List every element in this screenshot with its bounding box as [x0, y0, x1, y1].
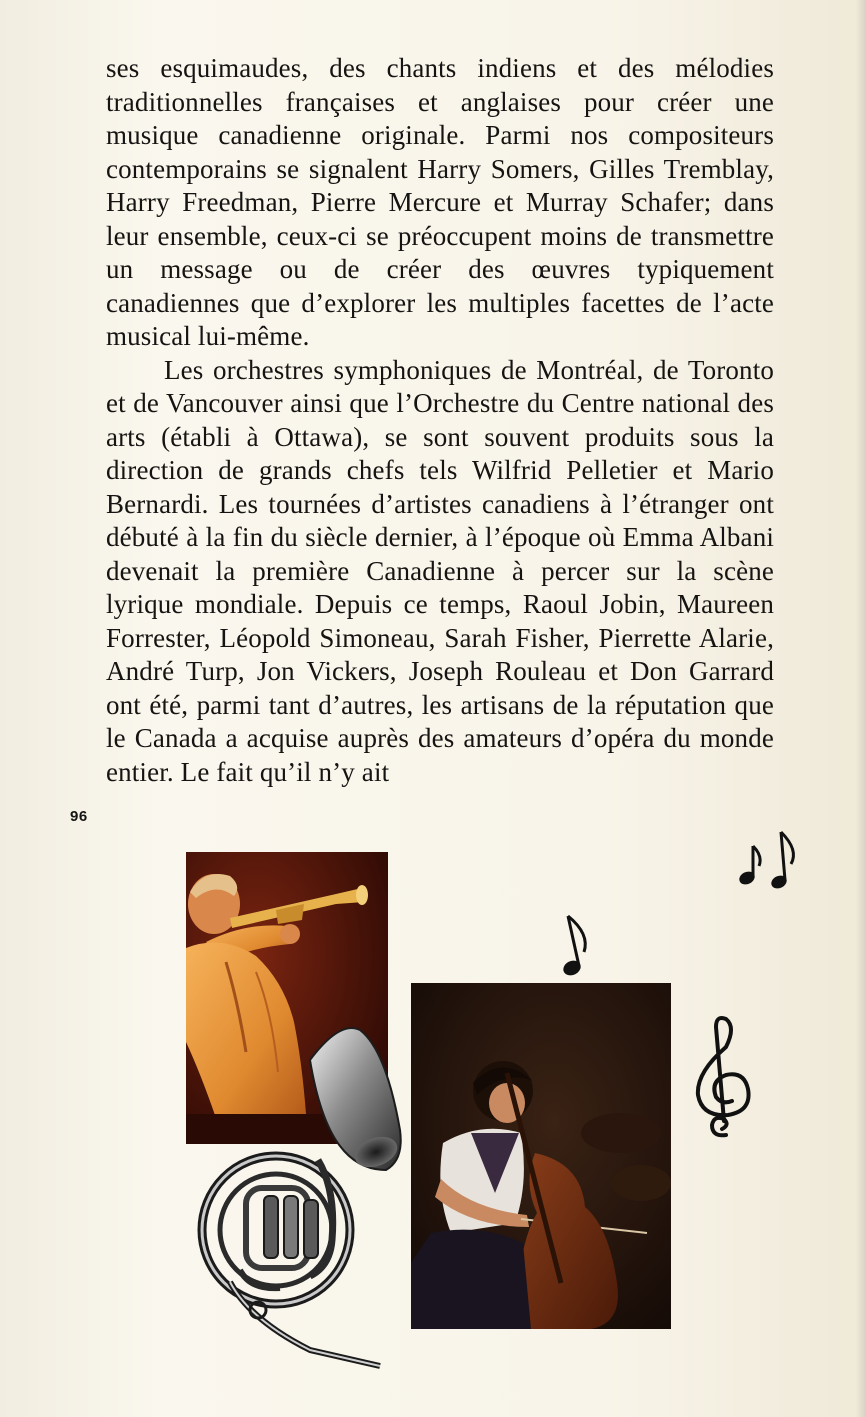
paragraph-orchestras: Les orchestres symphoniques de Montréal, de Toronto et de Vancouver ainsi que l’Orchestre du Centre national des arts (établi à Ottawa), se sont souvent produits sous la direction de grands chefs tels Wilfrid Pelletier et Mario Bernardi. Les tournées d’artistes canadiens à l’étranger ont débuté à la fin du siècle dernier, à l’époque où Emma Albani devenait la première Canadienne à percer sur la scène lyrique mondiale. Depuis ce temps, Raoul Jobin, Maureen Forrester, Léopold Simoneau, Sarah Fisher, Pierrette Alarie, André Turp, Jon Vickers, Joseph Rouleau et Don Garrard ont été, parmi tant d’autres, les artisans de la réputation que le Canada a acquise auprès des amateurs d’opéra du monde entier. Le fait qu’il n’y ait	[106, 354, 774, 787]
page-number: 96	[70, 808, 88, 825]
eighth-note-icon	[558, 912, 594, 980]
page-edge-shadow	[856, 0, 866, 1417]
double-eighth-note-icon	[735, 826, 801, 892]
cellist-photo	[411, 983, 671, 1329]
treble-clef-icon	[686, 1013, 758, 1139]
french-horn-icon	[190, 1020, 410, 1370]
body-text	[106, 52, 774, 789]
paragraph-composers: ses esquimaudes, des chants indiens et des mélodies traditionnelles françaises et anglaises pour créer une musique canadienne originale. Parmi nos compositeurs contemporains se signalent Harry Somers, Gilles Tremblay, Harry Freedman, Pierre Mercure et Murray Schafer; dans leur ensemble, ceux-ci se préoccupent moins de transmettre un message ou de créer des œuvres typiquement canadiennes que d’explorer les multiples facettes de l’acte musical lui-même.	[106, 53, 774, 351]
cellist-drawing	[411, 983, 671, 1329]
